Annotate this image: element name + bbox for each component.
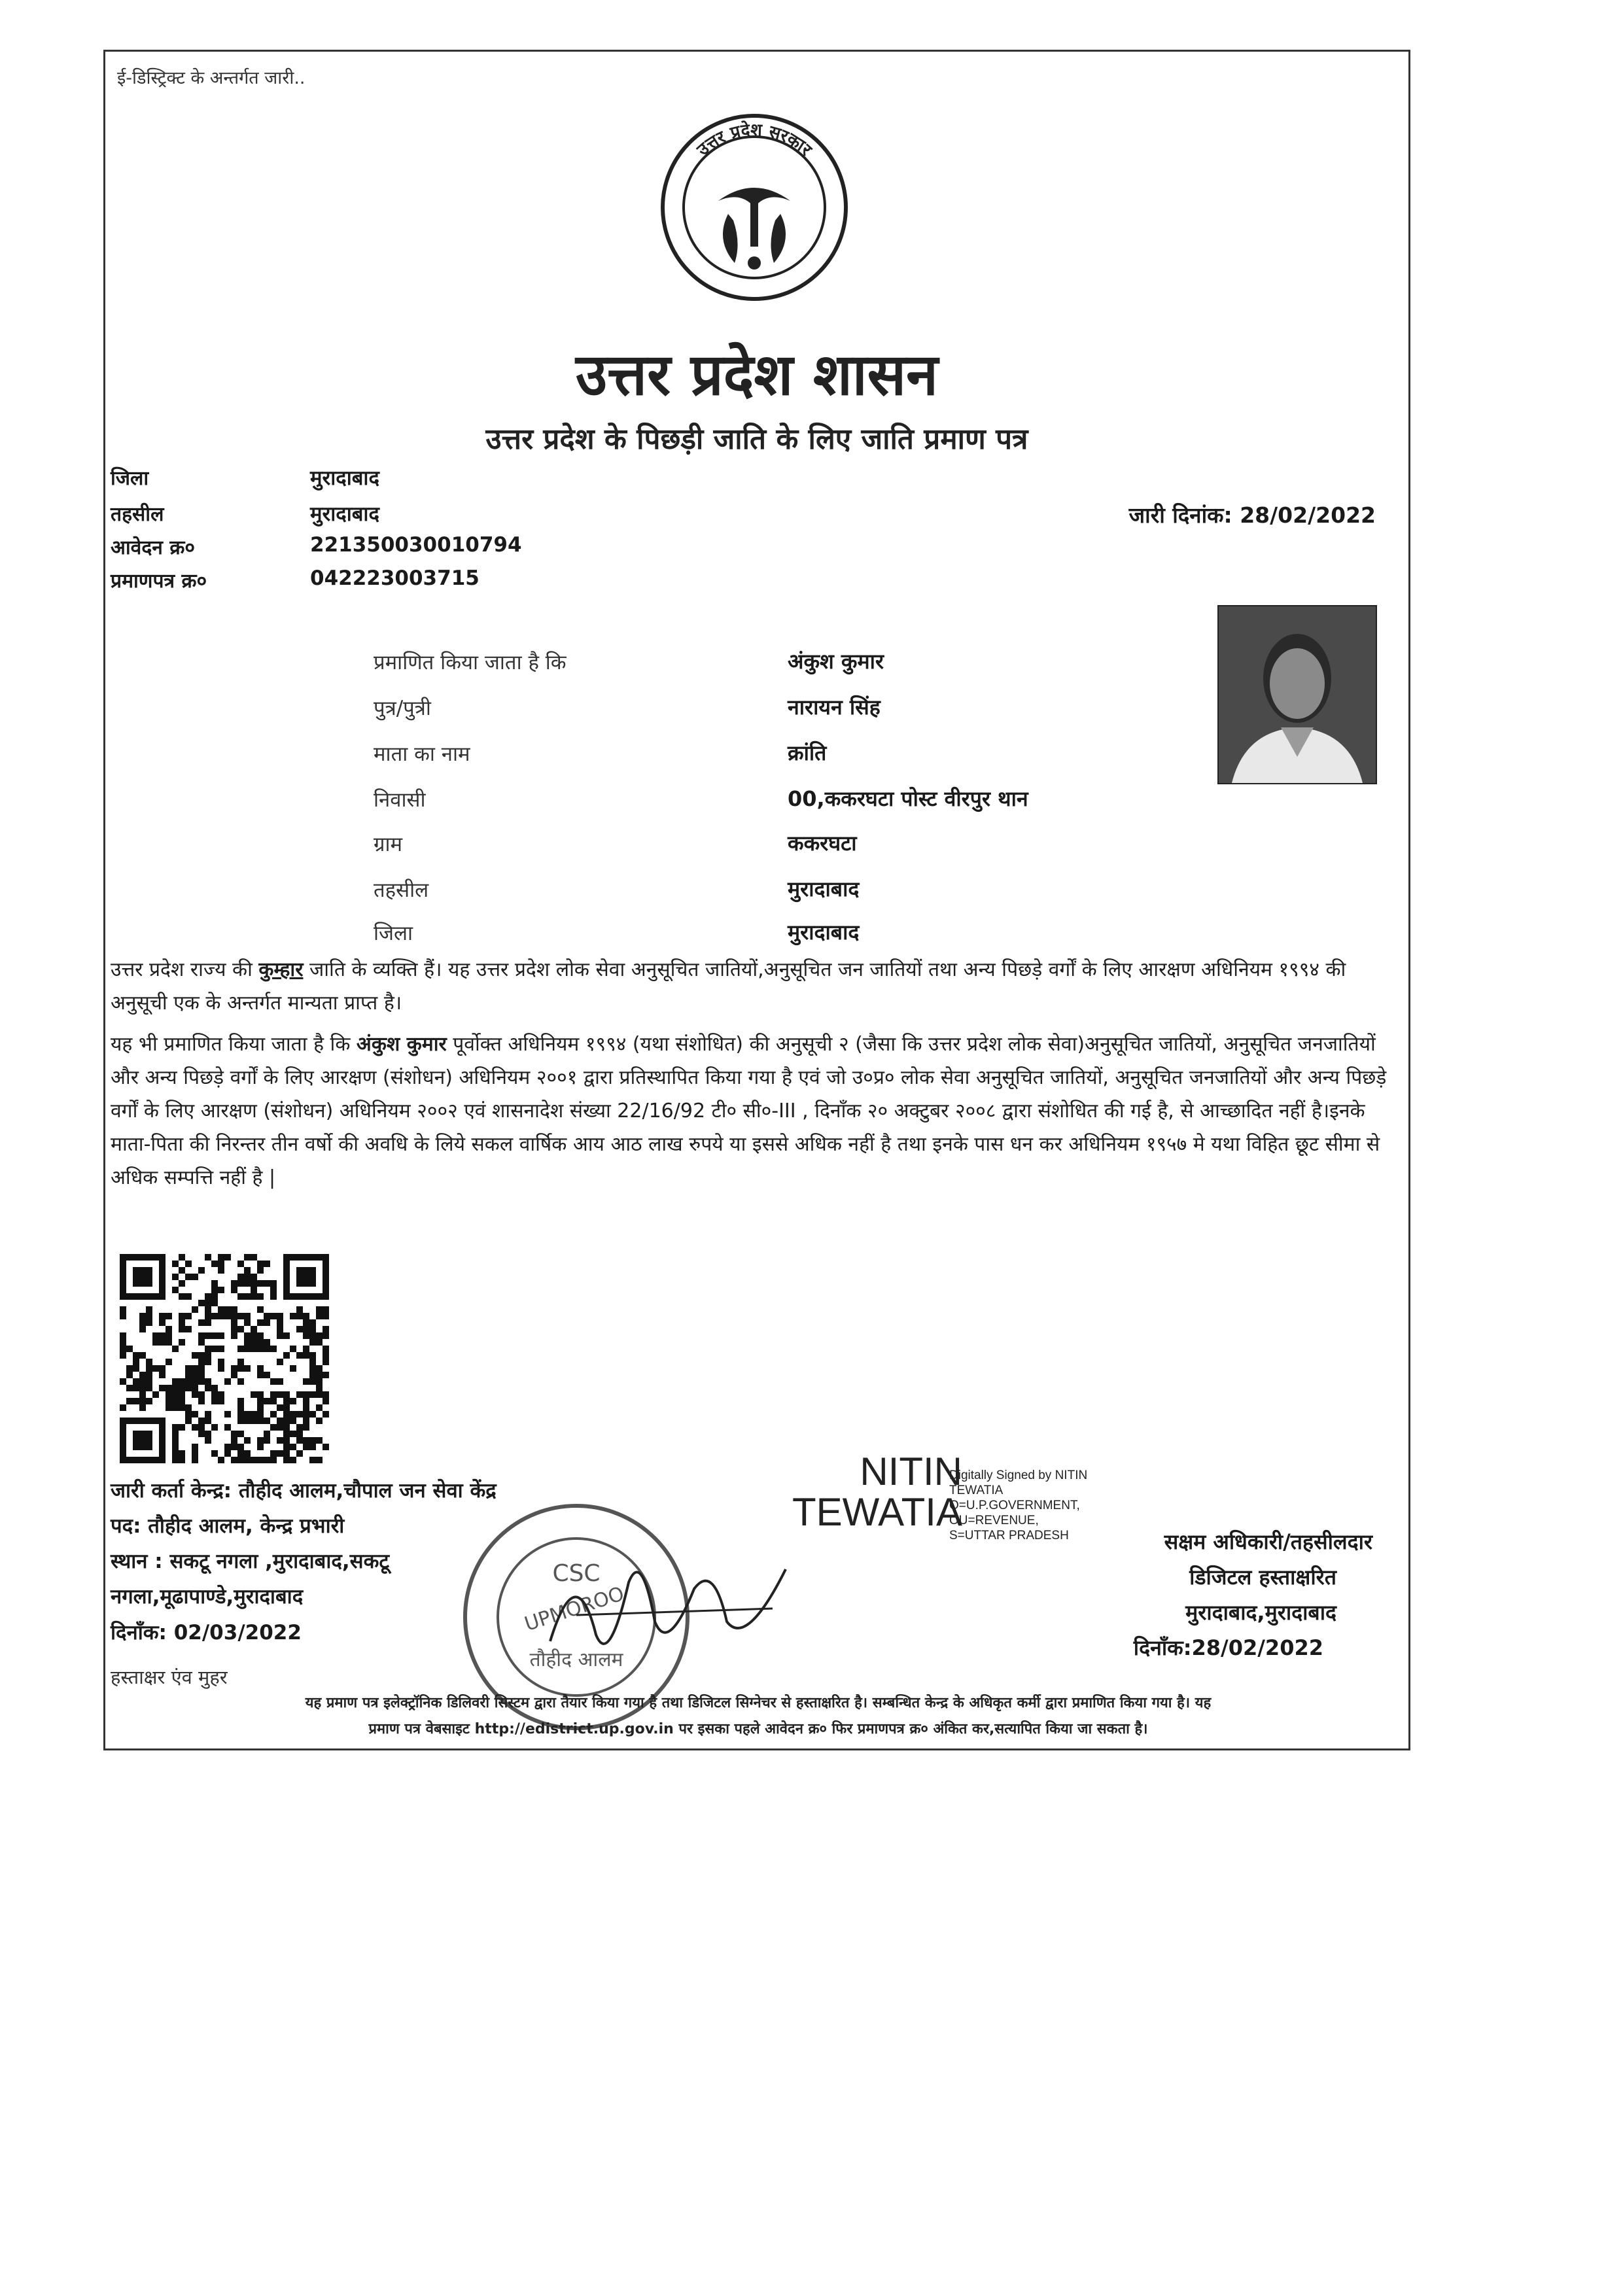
detail-value-name: अंकुश कुमार <box>788 649 884 674</box>
detail-label-tehsil: तहसील <box>374 878 429 902</box>
issuing-center: जारी कर्ता केन्द्र: तौहीद आलम,चौपाल जन सेवा केंद्र <box>111 1479 497 1503</box>
detail-value-mother: क्रांति <box>788 740 827 765</box>
uttar-pradesh-emblem-icon <box>656 109 852 305</box>
header-label-application-no: आवेदन क्र० <box>111 536 196 559</box>
issuer-location-line2: नगला,मूढापाण्डे,मुरादाबाद <box>111 1585 304 1609</box>
caste-paragraph: उत्तर प्रदेश राज्य की कुम्हार जाति के व्यक्ति हैं। यह उत्तर प्रदेश लोक सेवा अनुसूचित जातियों,अनुसूचित जन जातियों तथा अन्य पिछड़े वर्गों के लिए आरक्षण अधिनियम १९९४ की अनुसूची एक के अन्तर्गत मान्यता प्राप्त है। <box>111 958 1346 1015</box>
digitally-signed-label: डिजिटल हस्ताक्षरित <box>1189 1565 1336 1590</box>
digital-signer-name: NITIN TEWATIA <box>792 1450 962 1534</box>
header-value-certificate-no: 042223003715 <box>310 566 480 590</box>
issuer-designation: पद: तौहीद आलम, केन्द्र प्रभारी <box>111 1514 345 1538</box>
stamp-bottom-text: तौहीद आलम <box>529 1648 623 1671</box>
competent-authority: सक्षम अधिकारी/तहसीलदार <box>1164 1529 1372 1554</box>
verification-disclaimer: यह प्रमाण पत्र इलेक्ट्रॉनिक डिलिवरी सिस्टम द्वारा तैयार किया गया है तथा डिजिटल सिग्नेचर से हस्ताक्षरित है। सम्बन्धित केन्द्र के अधिकृत कर्मी द्वारा प्रमाणित किया गया है। यह प्रमाण पत्र वेबसाइट http://edistrict.up.gov.in पर इसका पहले आवेदन क्र० फिर प्रमाणपत्र क्र० अंकित कर,सत्यापित किया जा सकता है। <box>305 1695 1212 1737</box>
authority-location: मुरादाबाद,मुरादाबाद <box>1185 1600 1336 1625</box>
caste-name: कुम्हार <box>258 958 304 981</box>
edistrict-note: ई-डिस्ट्रिक्ट के अन्तर्गत जारी.. <box>117 68 305 88</box>
certification-paragraph: यह भी प्रमाणित किया जाता है कि अंकुश कुमार पूर्वोक्त अधिनियम १९९४ (यथा संशोधित) की अनुसूची २ (जैसा कि उत्तर प्रदेश लोक सेवा)अनुसूचित जातियों, अनुसूचित जनजातियों और अन्य पिछड़े वर्गों के लिए आरक्षण (संशोधन) अधिनियम २००१ द्वारा प्रतिस्थापित किया गया है एवं जो उ०प्र० लोक सेवा अनुसूचित जातियों, अनुसूचित जनजातियों और अन्य पिछड़े वर्गों के लिए आरक्षण (संशोधन) अधिनियम २००२ एवं शासनादेश संख्या 22/16/92 टी० सी०-III , दिनाँक २० अक्टुबर २००८ द्वारा संशोधित की गई है, से आच्छादित नहीं है।इनके माता-पिता की निरन्तर तीन वर्षो की अवधि के लिये सकल वार्षिक आय आठ लाख रुपये या इससे अधिक नहीं है तथा इनके पास धन कर अधिनियम १९५७ मे यथा विहित छूट सीमा से अधिक सम्पत्ति नहीं है | <box>111 1033 1387 1189</box>
issue-date: जारी दिनांक: 28/02/2022 <box>1128 502 1376 528</box>
digital-signature-details: Digitally Signed by NITIN TEWATIA O=U.P.GOVERNMENT, OU=REVENUE, S=UTTAR PRADESH <box>949 1469 1088 1542</box>
header-label-certificate-no: प्रमाणपत्र क्र० <box>111 570 207 593</box>
detail-label-resident: निवासी <box>374 788 426 812</box>
detail-label-son-daughter: पुत्र/पुत्री <box>374 697 431 720</box>
detail-label-mother: माता का नाम <box>374 742 470 766</box>
applicant-photo <box>1217 605 1377 784</box>
detail-label-certified: प्रमाणित किया जाता है कि <box>374 651 567 674</box>
certified-person-name: अंकुश कुमार <box>356 1033 447 1056</box>
detail-value-father: नारायन सिंह <box>788 695 881 720</box>
document-subtitle: उत्तर प्रदेश के पिछड़ी जाति के लिए जाति प्रमाण पत्र <box>485 423 1028 456</box>
signature-and-seal-label: हस्ताक्षर एंव मुहर <box>111 1666 228 1688</box>
detail-value-village: ककरघटा <box>788 831 857 856</box>
detail-value-district: मुरादाबाद <box>788 920 860 945</box>
header-value-application-no: 221350030010794 <box>310 533 522 557</box>
detail-label-village: ग्राम <box>374 833 403 856</box>
qr-code-icon <box>120 1254 329 1463</box>
emblem-ring-text: उत्तर प्रदेश सरकार <box>693 120 816 160</box>
stamp-mid-text: UPMOROO <box>521 1582 627 1636</box>
handwritten-signature <box>537 1543 799 1674</box>
detail-value-resident: 00,ककरघटा पोस्ट वीरपुर थान <box>788 786 1028 811</box>
header-value-tehsil: मुरादाबाद <box>310 502 379 526</box>
detail-value-tehsil: मुरादाबाद <box>788 877 860 901</box>
stamp-top-text: CSC <box>552 1560 601 1587</box>
header-value-district: मुरादाबाद <box>310 466 379 490</box>
header-label-district: जिला <box>111 467 149 490</box>
issuer-location-line1: स्थान : सकटू नगला ,मुरादाबाद,सकटू <box>111 1550 390 1573</box>
detail-label-district: जिला <box>374 922 413 945</box>
authority-date: दिनाँक:28/02/2022 <box>1133 1635 1323 1660</box>
document-title: उत्तर प्रदेश शासन <box>576 340 938 408</box>
header-label-tehsil: तहसील <box>111 503 164 526</box>
certificate-frame <box>103 50 1410 1750</box>
issuer-date: दिनाँक: 02/03/2022 <box>111 1621 302 1644</box>
